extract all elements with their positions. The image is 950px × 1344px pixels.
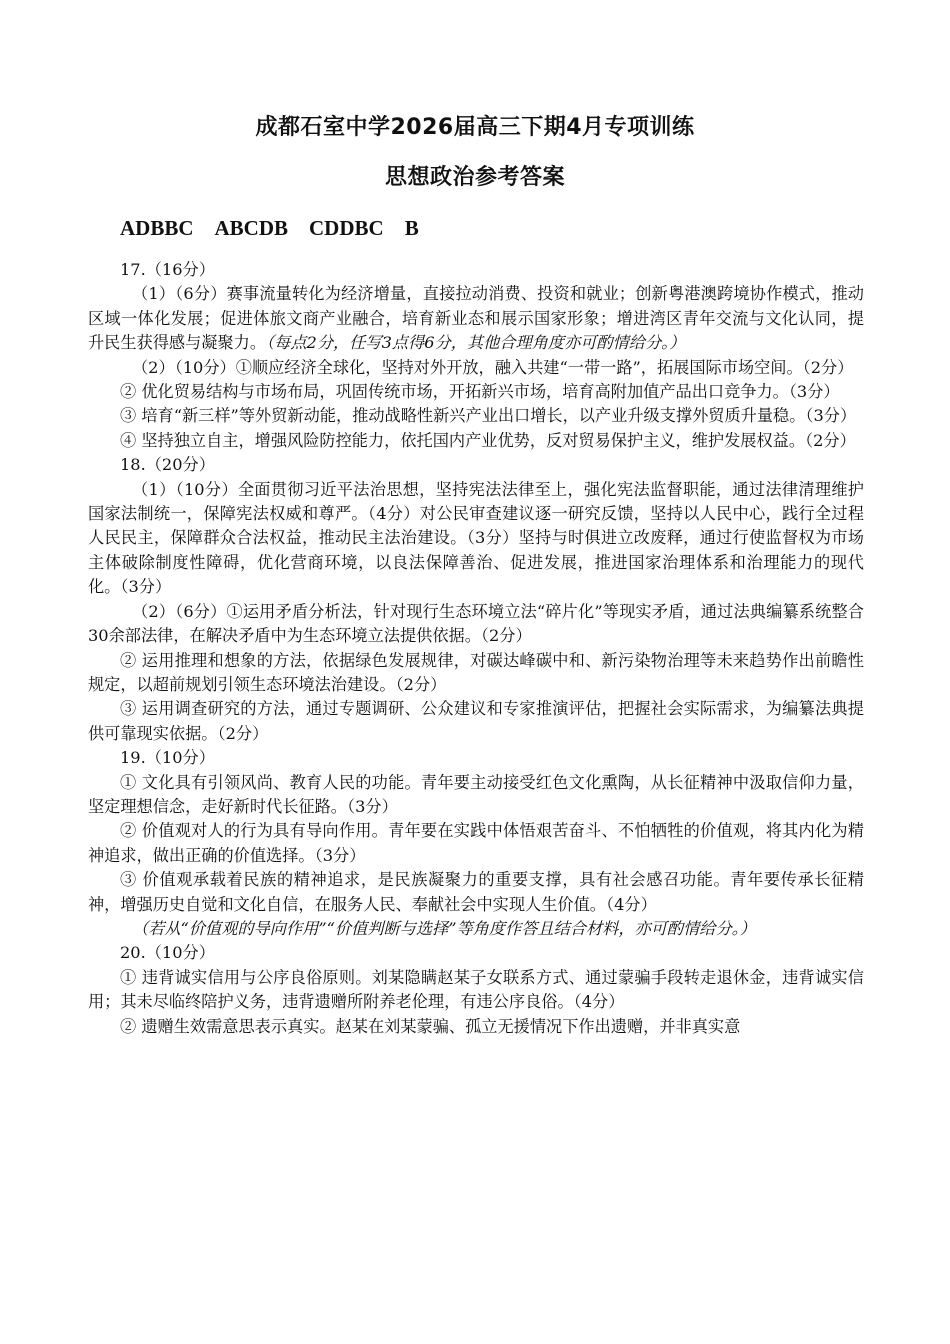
q20-heading: 20.（10分） xyxy=(120,943,215,963)
choice-answers: ADBBC ABCDB CDDBC B xyxy=(120,216,419,240)
q17-part1-note: （每点2分，任写3点得6分，其他合理角度亦可酌情给分。） xyxy=(266,333,686,353)
q17-heading: 17.（16分） xyxy=(120,260,215,279)
q17-part1-text: （1）（6分）赛事流量转化为经济增量，直接拉动消费、投资和就业；创新粤港澳跨境协作模式，推动区域一体化发展；促进体旅文商产业融合，培育新业态和展示国家形象；增进湾区青年交流与文化认同，提升民生获得感与凝聚力。 xyxy=(88,284,864,353)
q20-point2: ② 遗赠生效需意思表示真实。赵某在刘某蒙骗、孤立无援情况下作出遗赠，并非真实意 xyxy=(120,1016,741,1036)
q19-point1: ① 文化具有引领风尚、教育人民的功能。青年要主动接受红色文化熏陶，从长征精神中汲取信仰力量，坚定理想信念，走好新时代长征路。（3分） xyxy=(88,772,864,816)
q17-part2: （2）（10分）①顺应经济全球化，坚持对外开放，融入共建“一带一路”，拓展国际市场空间。（2分） xyxy=(132,357,854,377)
q17-point2: ② 优化贸易结构与市场布局，巩固传统市场，开拓新兴市场，培育高附加值产品出口竞争力。（3分） xyxy=(120,382,840,402)
q18-heading: 18.（20分） xyxy=(120,455,215,475)
document-subtitle: 思想政治参考答案 xyxy=(384,165,565,190)
q17-point4: ④ 坚持独立自主，增强风险防控能力，依托国内产业优势，反对贸易保护主义，维护发展权益。（2分） xyxy=(120,430,856,450)
answer-body xyxy=(88,258,864,1039)
q19-point2: ② 价值观对人的行为具有导向作用。青年要在实践中体悟艰苦奋斗、不怕牺牲的价值观，将其内化为精神追求，做出正确的价值选择。（3分） xyxy=(88,821,864,865)
q20-point1: ① 违背诚实信用与公序良俗原则。刘某隐瞒赵某子女联系方式、通过蒙骗手段转走退休金，违背诚实信用；其未尽临终陪护义务，违背遗赠所附养老伦理，有违公序良俗。（4分） xyxy=(88,967,864,1012)
q19-note: （若从“价值观的导向作用”“价值判断与选择”等角度作答且结合材料，亦可酌情给分。） xyxy=(132,918,756,938)
q18-point3: ③ 运用调查研究的方法，通过专题调研、公众建议和专家推演评估，把握社会实际需求，为编纂法典提供可靠现实依据。（2分） xyxy=(88,699,864,743)
q17-point3: ③ 培育“新三样”等外贸新动能，推动战略性新兴产业出口增长，以产业升级支撑外贸质升量稳。（3分） xyxy=(120,406,857,426)
document-title: 成都石室中学2026届高三下期4月专项训练 xyxy=(255,115,695,140)
q17-part1 xyxy=(88,282,864,355)
q18-part1: （1）（10分）全面贯彻习近平法治思想，坚持宪法法律至上，强化宪法监督职能，通过法律清理维护国家法制统一，保障宪法权威和尊严。（4分）对公民审查建议逐一研究反馈，坚持以人民中心，践行全过程人民民主，保障群众合法权益，推动民主法治建设。（3分）坚持与时俱进立改废释，通过行使监督权为市场主体破除制度性障碍，优化营商环境，以良法保障善治、促进发展，推进国家治理体系和治理能力的现代化。（3分） xyxy=(88,479,864,597)
q18-part2: （2）（6分）①运用矛盾分析法，针对现行生态环境立法“碎片化”等现实矛盾，通过法典编纂系统整合30余部法律，在解决矛盾中为生态环境立法提供依据。（2分） xyxy=(88,601,864,646)
q19-heading: 19.（10分） xyxy=(120,748,215,768)
q18-point2: ② 运用推理和想象的方法，依据绿色发展规律，对碳达峰碳中和、新污染物治理等未来趋势作出前瞻性规定，以超前规划引领生态环境法治建设。（2分） xyxy=(88,650,864,694)
q19-point3: ③ 价值观承载着民族的精神追求，是民族凝聚力的重要支撑，具有社会感召功能。青年要传承长征精神，增强历史自觉和文化自信，在服务人民、奉献社会中实现人生价值。（4分） xyxy=(88,870,864,914)
